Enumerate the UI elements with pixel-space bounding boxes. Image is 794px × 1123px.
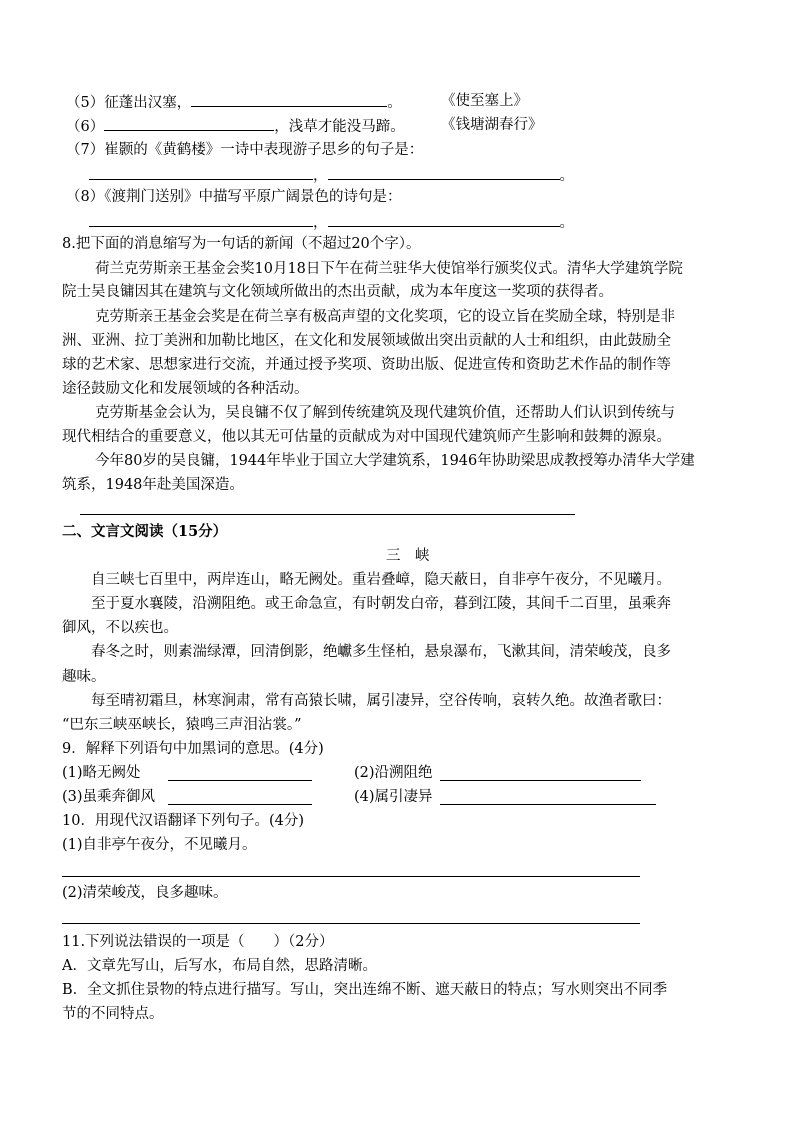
q10-sentence-1: (1)自非亭午夜分，不见曦月。	[62, 837, 257, 853]
passage-line: 自三峡七百里中，两岸连山，略无阙处。重岩叠嶂，隐天蔽日，自非亭午夜分，不见曦月。	[91, 572, 671, 588]
passage-line: 御风，不以疾也。	[62, 620, 178, 636]
q11-option-a: A．文章先写山，后写水，布局自然，思路清晰。	[62, 958, 377, 974]
news-line: 洲、亚洲、拉丁美洲和加勒比地区，在文化和发展领域做出突出贡献的人士和组织，由此鼓励全	[62, 333, 671, 349]
q11-option-b: B．全文抓住景物的特点进行描写。写山，突出连绵不断、遮天蔽日的特点；写水则突出不同季	[62, 982, 668, 998]
q8-poem-period: 。	[559, 215, 574, 231]
question-6	[66, 114, 405, 136]
q9-item-4-text: (4)属引凄异	[354, 789, 433, 805]
q9-item-1-blank[interactable]	[168, 780, 312, 781]
q7-comma: ，	[313, 168, 328, 184]
q8-poem-answer-blank-1[interactable]	[89, 210, 313, 227]
question-11-prompt: 11.下列说法错误的一项是（ ）（2分）	[62, 934, 334, 950]
passage-line: 趣味。	[62, 669, 106, 685]
passage-title: 三 峡	[386, 548, 430, 564]
q6-line: ，浅草才能没马蹄。	[274, 119, 405, 135]
q10-answer-line-2[interactable]	[62, 923, 640, 924]
news-line: 现代相结合的重要意义，他以其无可估量的贡献成为对中国现代建筑师产生影响和鼓舞的源泉。	[62, 429, 671, 445]
q5-answer-blank[interactable]	[191, 90, 387, 107]
q5-period: 。	[387, 95, 402, 111]
news-line: 荷兰克劳斯亲王基金会奖10月18日下午在荷兰驻华大使馆举行颁奖仪式。清华大学建筑学院	[95, 261, 683, 277]
news-line: 院士吴良镛因其在建筑与文化领域所做出的杰出贡献，成为本年度这一奖项的获得者。	[62, 284, 613, 300]
q10-sentence-2: (2)清荣峻茂，良多趣味。	[62, 885, 228, 901]
q9-item-4	[354, 786, 433, 808]
q9-item-3-blank[interactable]	[168, 804, 312, 805]
passage-line: 每至晴初霜旦，林寒涧肃，常有高猿长啸，属引凄异，空谷传响，哀转久绝。故渔者歌曰：	[91, 693, 671, 709]
q9-item-3	[62, 786, 155, 808]
q7-answer-blank-2[interactable]	[328, 163, 560, 180]
q8-poem-answer-blank-2[interactable]	[328, 210, 560, 227]
question-9-prompt: 9．解释下列语句中加黑词的意思。(4分)	[62, 741, 324, 757]
q7-answer-blank-1[interactable]	[89, 163, 313, 180]
q6-source: 《钱塘湖春行》	[441, 117, 543, 133]
q9-item-2-blank[interactable]	[440, 780, 641, 781]
q7-period: 。	[559, 168, 574, 184]
question-8-prompt: 8.把下面的消息缩写为一句话的新闻（不超过20个字）。	[62, 236, 421, 252]
q10-answer-line-1[interactable]	[62, 876, 640, 877]
q5-source: 《使至塞上》	[441, 93, 528, 109]
passage-line: “巴东三峡巫峡长，猿鸣三声泪沾裳。”	[62, 717, 302, 733]
q11-option-b-cont: 节的不同特点。	[62, 1006, 164, 1022]
news-line: 今年80岁的吴良镛，1944年毕业于国立大学建筑系，1946年协助梁思成教授筹办清华大学建	[95, 453, 695, 469]
news-line: 筑系，1948年赴美国深造。	[62, 477, 244, 493]
q9-item-4-blank[interactable]	[440, 804, 656, 805]
q8-poem-answer-row	[89, 210, 574, 232]
question-7: （7）崔颢的《黄鹤楼》一诗中表现游子思乡的句子是：	[66, 142, 424, 158]
q8-answer-line[interactable]	[80, 514, 575, 515]
passage-line: 春冬之时，则素湍绿潭，回清倒影，绝巘多生怪柏，悬泉瀑布，飞漱其间，清荣峻茂，良多	[91, 644, 671, 660]
q9-item-1-text: (1)略无阙处	[62, 765, 141, 781]
section-2-heading: 二、文言文阅读（15分）	[62, 523, 228, 540]
q9-item-2-text: (2)沿溯阻绝	[354, 765, 433, 781]
q9-item-2	[354, 762, 433, 784]
q7-answer-row	[89, 163, 574, 185]
question-8-poem: （8）《渡荆门送别》中描写平原广阔景色的诗句是：	[66, 189, 402, 205]
q5-line: 征蓬出汉塞，	[104, 95, 192, 111]
q6-number: （6）	[66, 119, 105, 135]
q6-answer-blank[interactable]	[104, 114, 274, 131]
news-line: 球的艺术家、思想家进行交流，并通过授予奖项、资助出版、促进宣传和资助艺术作品的制作等	[62, 357, 671, 373]
q8-poem-comma: ，	[313, 215, 328, 231]
q9-item-3-text: (3)虽乘奔御风	[62, 789, 156, 805]
passage-line: 至于夏水襄陵，沿溯阻绝。或王命急宣，有时朝发白帝，暮到江陵，其间千二百里，虽乘奔	[91, 596, 671, 612]
news-line: 克劳斯基金会认为，吴良镛不仅了解到传统建筑及现代建筑价值，还帮助人们认识到传统与	[95, 405, 675, 421]
news-line: 克劳斯亲王基金会奖是在荷兰享有极高声望的文化奖项，它的设立旨在奖励全球，特别是非	[95, 309, 675, 325]
news-line: 途径鼓励文化和发展领域的各种活动。	[62, 381, 309, 397]
question-10-prompt: 10．用现代汉语翻译下列句子。(4分)	[62, 813, 304, 829]
q9-item-1	[62, 762, 141, 784]
question-5	[66, 90, 402, 112]
q5-number: （5）	[66, 95, 105, 111]
